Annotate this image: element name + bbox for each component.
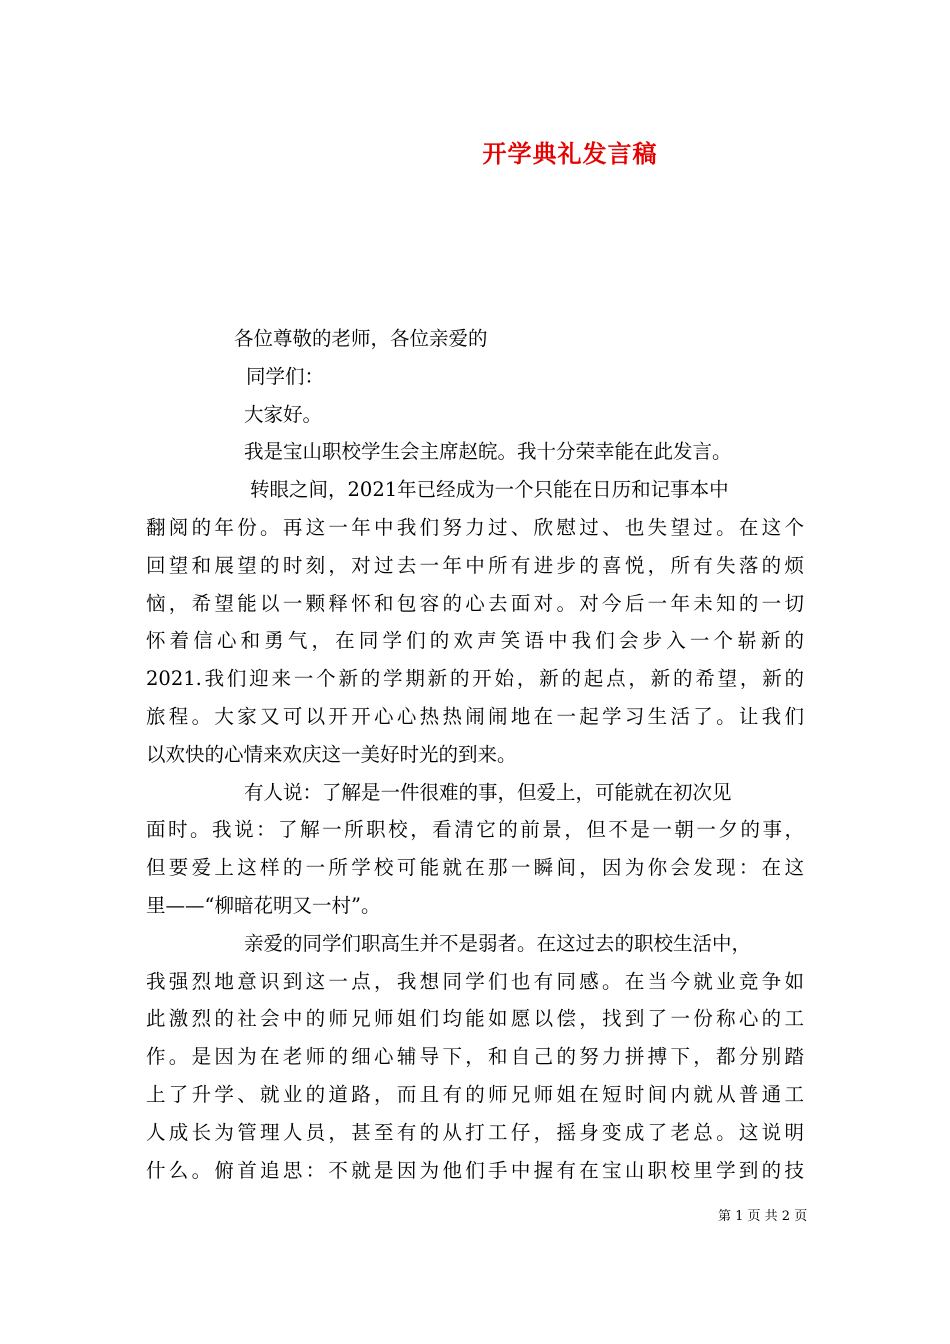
page-number-footer: 第 1 页 共 2 页 — [718, 1209, 808, 1224]
paragraph-line: 上了升学、就业的道路，而且有的师兄师姐在短时间内就从普通工 — [146, 1082, 804, 1106]
paragraph-line: 转眼之间，2021年已经成为一个只能在日历和记事本中 — [250, 478, 729, 502]
salutation-line: 同学们： — [246, 364, 325, 388]
paragraph-line: 回望和展望的时刻，对过去一年中所有进步的喜悦，所有失落的烦 — [146, 553, 804, 577]
document-body — [146, 320, 804, 1189]
paragraph-line: 人成长为管理人员，甚至有的从打工仔，摇身变成了老总。这说明 — [146, 1120, 804, 1144]
paragraph-line: 恼，希望能以一颗释怀和包容的心去面对。对今后一年未知的一切 — [146, 591, 804, 615]
paragraph-line: 翻阅的年份。再这一年中我们努力过、欣慰过、也失望过。在这个 — [146, 515, 804, 539]
greeting-line: 大家好。 — [244, 402, 323, 426]
paragraph-line: 旅程。大家又可以开开心心热热闹闹地在一起学习生活了。让我们 — [146, 704, 804, 728]
paragraph-line: 怀着信心和勇气，在同学们的欢声笑语中我们会步入一个崭新的 — [146, 629, 804, 653]
paragraph-line: 此激烈的社会中的师兄师姐们均能如愿以偿，找到了一份称心的工 — [146, 1007, 804, 1031]
document-title: 开学典礼发言稿 — [482, 139, 658, 168]
salutation-line: 各位尊敬的老师，各位亲爱的 — [234, 327, 488, 350]
paragraph-line: 里——“柳暗花明又一村”。 — [146, 893, 381, 917]
paragraph-line: 有人说：了解是一件很难的事，但爱上，可能就在初次见 — [244, 780, 732, 804]
paragraph-line: 以欢快的心情来欢庆这一美好时光的到来。 — [146, 742, 517, 766]
paragraph-line: 作。是因为在老师的细心辅导下，和自己的努力拼搏下，都分别踏 — [146, 1045, 804, 1069]
paragraph-line: 我强烈地意识到这一点，我想同学们也有同感。在当今就业竞争如 — [146, 969, 804, 993]
introduction-line: 我是宝山职校学生会主席赵皖。我十分荣幸能在此发言。 — [244, 440, 732, 464]
paragraph-line: 什么。俯首追思：不就是因为他们手中握有在宝山职校里学到的技 — [146, 1158, 804, 1182]
paragraph-line: 亲爱的同学们职高生并不是弱者。在这过去的职校生活中， — [244, 931, 752, 955]
paragraph-line: 但要爱上这样的一所学校可能就在那一瞬间，因为你会发现：在这 — [146, 856, 804, 880]
paragraph-line: 面时。我说：了解一所职校，看清它的前景，但不是一朝一夕的事， — [146, 818, 804, 842]
paragraph-line: 2021.我们迎来一个新的学期新的开始，新的起点，新的希望，新的 — [146, 667, 804, 691]
